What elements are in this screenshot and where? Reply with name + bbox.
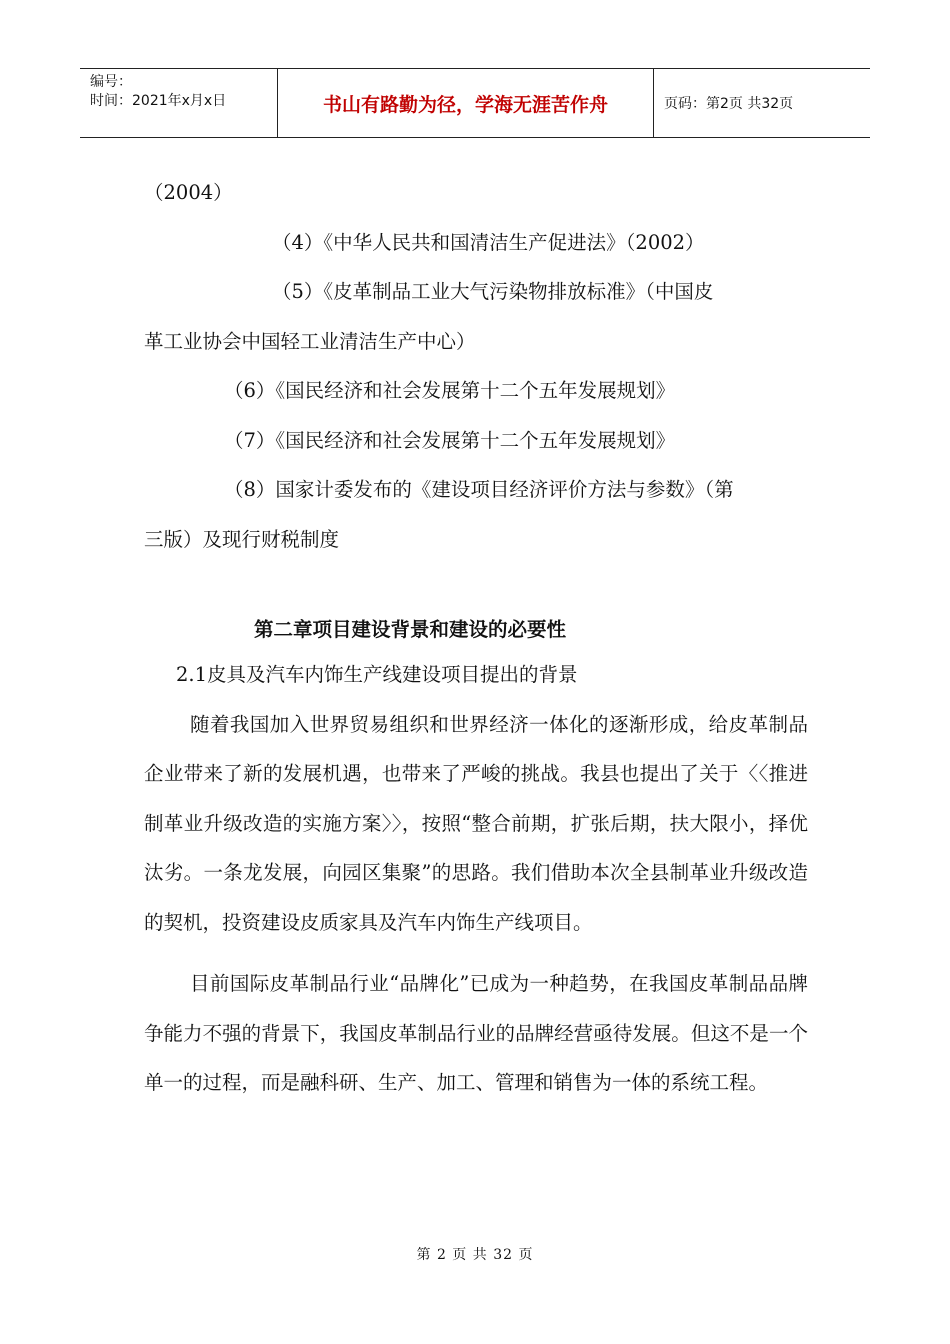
header-motto: 书山有路勤为径，学海无涯苦作舟 xyxy=(278,69,654,137)
reference-item-8-continued: 三版）及现行财税制度 xyxy=(144,527,340,551)
serial-number-label: 编号： xyxy=(90,74,132,90)
chapter-title: 第二章项目建设背景和建设的必要性 xyxy=(254,618,567,641)
body-paragraph: 随着我国加入世界贸易组织和世界经济一体化的逐渐形成，给皮革制品企业带来了新的发展机遇，也带来了严峻的挑战。我县也提出了关于〈〈推进制革业升级改造的实施方案〉〉，按照“整合前期，扩张后期，扶大限小，择优汰劣。一条龙发展，向园区集聚”的思路。我们借助本次全县制革业升级改造的契机，投资建设皮质家具及汽车内饰生产线项目。 xyxy=(144,712,808,934)
reference-item-5-continued: 革工业协会中国轻工业清洁生产中心） xyxy=(144,329,476,353)
reference-item-6: （6）《国民经济和社会发展第十二个五年发展规划》 xyxy=(224,379,676,402)
header-meta xyxy=(80,69,278,137)
date-label: 时间：2021年x月x日 xyxy=(90,93,227,109)
section-heading: 2.1皮具及汽车内饰生产线建设项目提出的背景 xyxy=(176,663,578,686)
page-header xyxy=(80,68,870,138)
document-body xyxy=(144,168,808,1108)
reference-item-5: （5）《皮革制品工业大气污染物排放标准》（中国皮 xyxy=(272,280,714,303)
reference-item-7: （7）《国民经济和社会发展第十二个五年发展规划》 xyxy=(224,428,676,452)
text-line: （2004） xyxy=(144,181,233,204)
page-footer: 第 2 页 共 32 页 xyxy=(416,1247,534,1263)
header-page-info: 页码：第2页 共32页 xyxy=(664,96,794,112)
reference-item-4: （4）《中华人民共和国清洁生产促进法》（2002） xyxy=(272,230,705,254)
body-paragraph: 目前国际皮革制品行业“品牌化”已成为一种趋势，在我国皮革制品品牌争能力不强的背景下，我国皮革制品行业的品牌经营亟待发展。但这不是一个单一的过程，而是融科研、生产、加工、管理和销售为一体的系统工程。 xyxy=(144,972,808,1094)
reference-item-8: （8）国家计委发布的《建设项目经济评价方法与参数》（第 xyxy=(224,478,734,501)
